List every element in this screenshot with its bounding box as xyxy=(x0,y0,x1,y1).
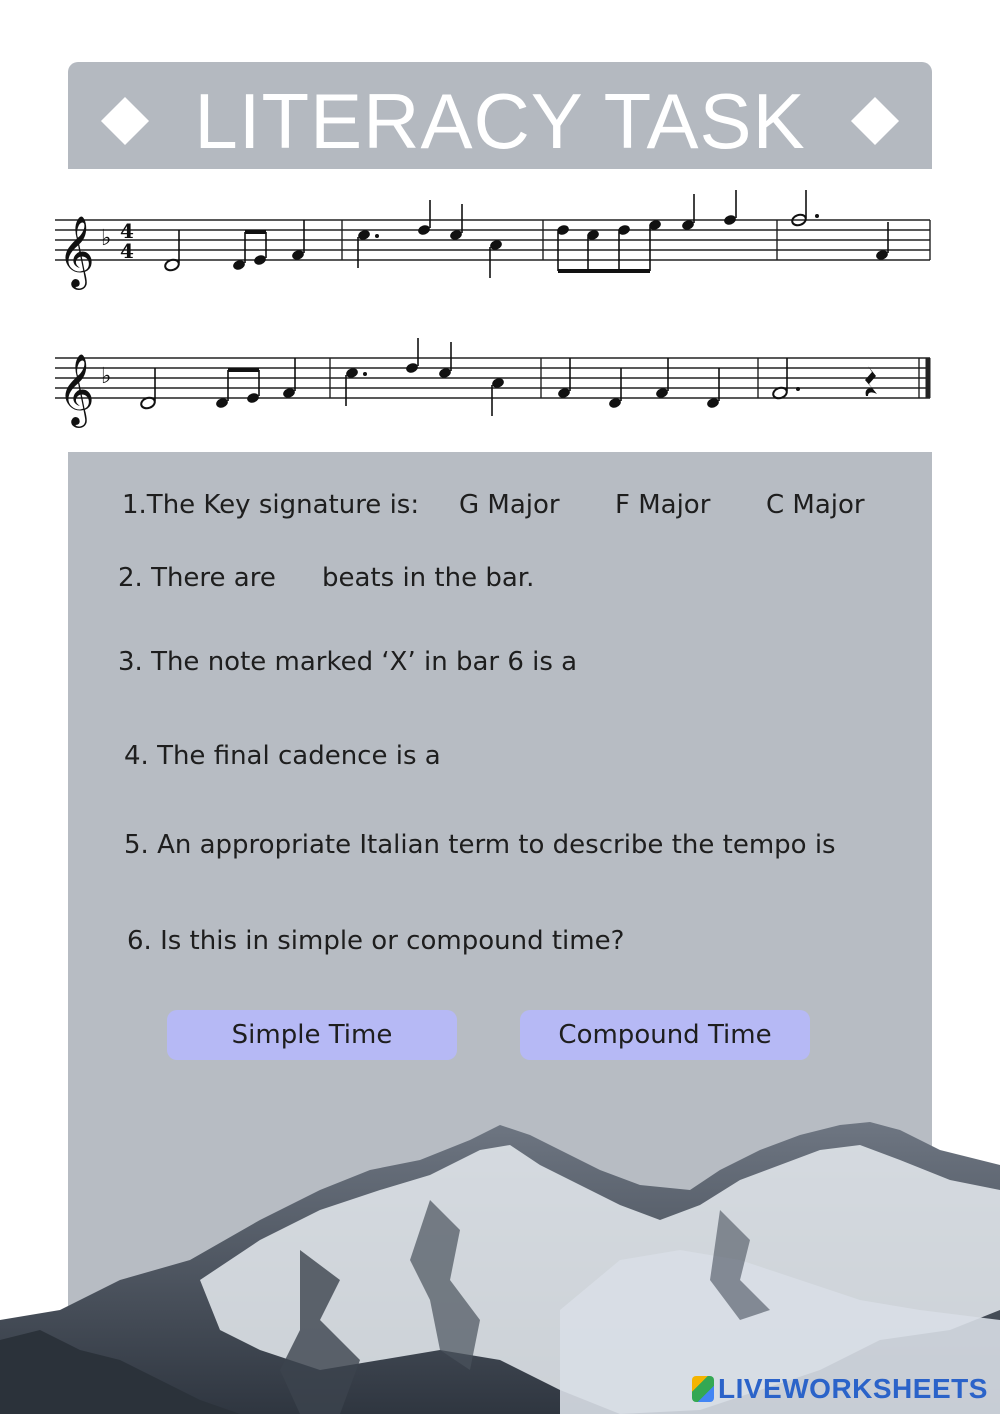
page-title: LITERACY TASK xyxy=(194,77,806,165)
question-6: 6. Is this in simple or compound time? xyxy=(127,926,625,956)
question-1: 1.The Key signature is: xyxy=(122,490,420,520)
liveworksheets-logo xyxy=(692,1374,988,1404)
mountain-image xyxy=(0,1110,1000,1414)
treble-clef-icon: 𝄞 xyxy=(58,352,95,425)
treble-clef-icon: 𝄞 xyxy=(58,214,95,287)
flat-icon: ♭ xyxy=(101,364,112,389)
rest-icon xyxy=(865,366,877,396)
question-3: 3. The note marked ‘X’ in bar 6 is a xyxy=(118,647,578,677)
flat-icon: ♭ xyxy=(101,226,112,251)
svg-text:4: 4 xyxy=(120,239,134,263)
question-5: 5. An appropriate Italian term to describe the tempo is xyxy=(124,830,836,860)
compound-time-button[interactable]: Compound Time xyxy=(520,1010,810,1060)
music-score xyxy=(0,190,1000,440)
brand-text: LIVEWORKSHEETS xyxy=(718,1373,988,1404)
staff-2-glyphs xyxy=(58,338,877,428)
question-2-end: beats in the bar. xyxy=(322,563,535,593)
simple-time-button[interactable]: Simple Time xyxy=(167,1010,457,1060)
svg-text:4: 4 xyxy=(120,219,134,243)
option-c-major[interactable]: C Major xyxy=(766,490,865,520)
question-2-start: 2. There are xyxy=(118,563,276,593)
question-4: 4. The final cadence is a xyxy=(124,741,441,771)
option-f-major[interactable]: F Major xyxy=(615,490,711,520)
liveworksheets-badge-icon xyxy=(692,1376,714,1402)
option-g-major[interactable]: G Major xyxy=(459,490,560,520)
